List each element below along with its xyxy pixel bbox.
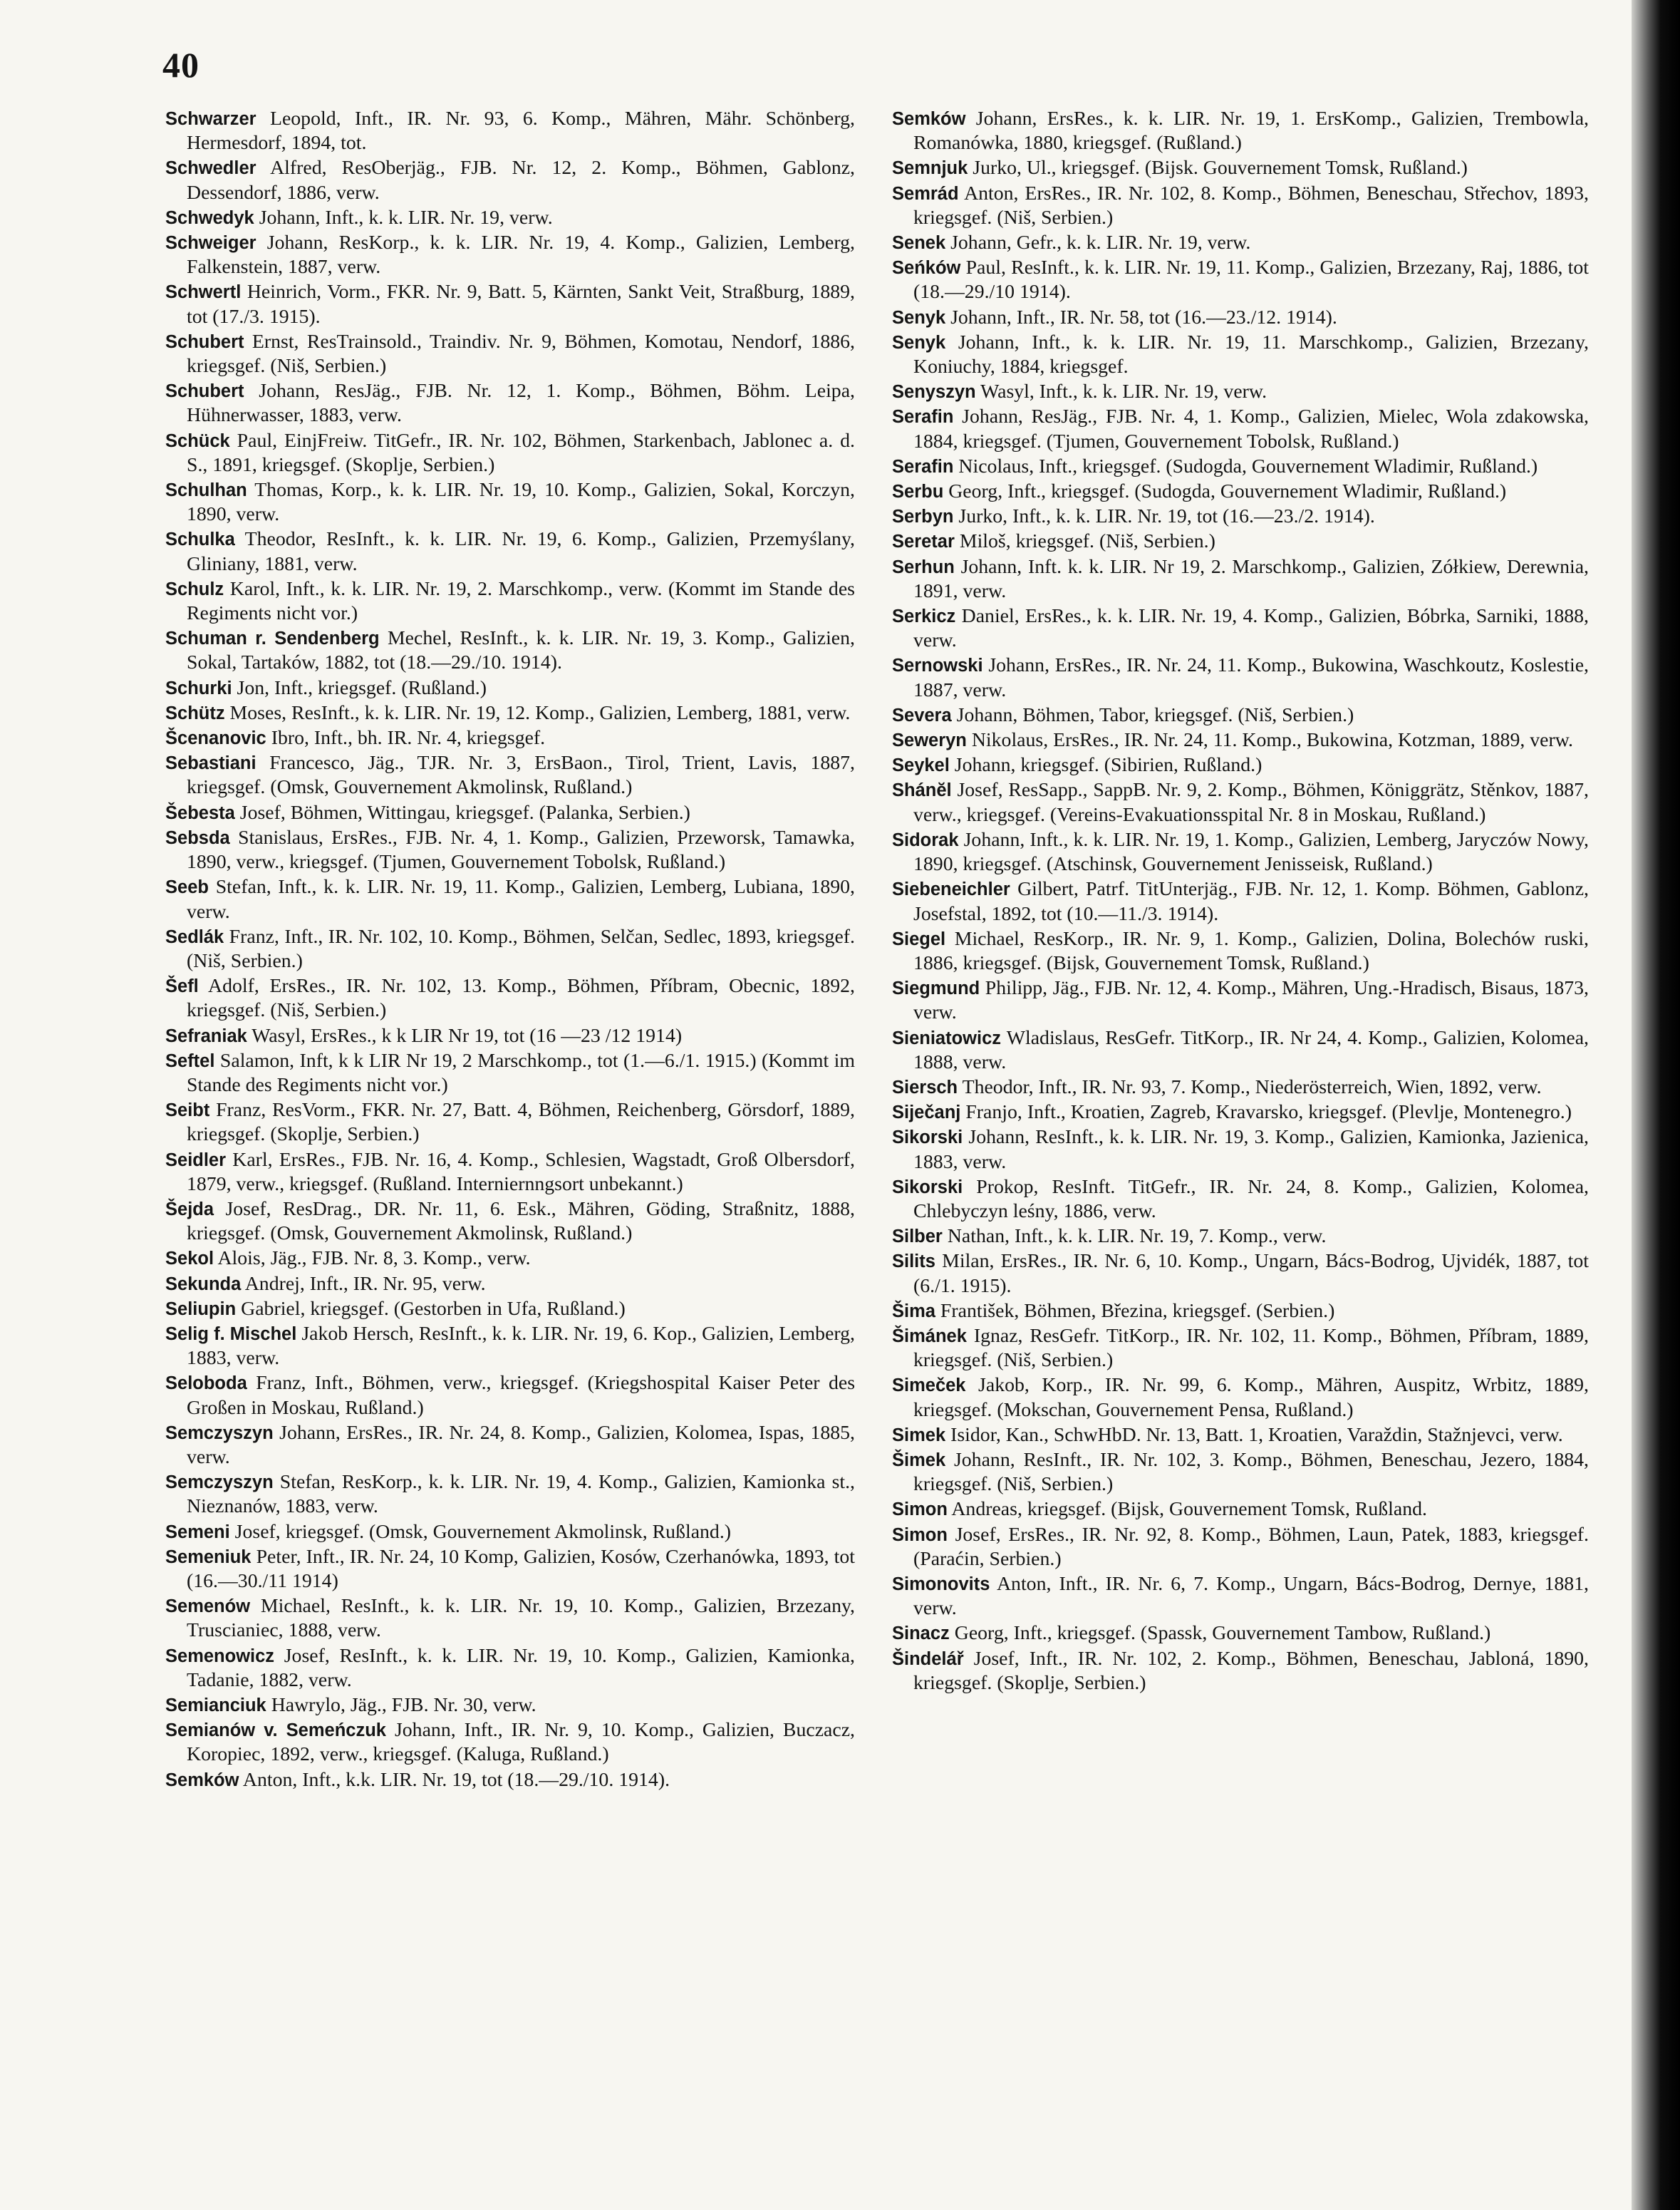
entry-surname: Sebastiani bbox=[165, 753, 256, 774]
register-entry bbox=[165, 1594, 855, 1643]
register-entry bbox=[165, 206, 855, 230]
entry-details: Salamon, Inft, k k LIR Nr 19, 2 Marschkomp., tot (1.—6./1. 1915.) (Kommt im Stande des Regiments nicht vor.) bbox=[187, 1049, 855, 1096]
entry-surname: Seweryn bbox=[892, 730, 967, 751]
entry-surname: Shánĕl bbox=[892, 780, 952, 801]
entry-details: Anton, ErsRes., IR. Nr. 102, 8. Komp., Böhmen, Beneschau, Střechov, 1893, kriegsgef. (Niš, Serbien.) bbox=[913, 182, 1589, 229]
entry-details: Jurko, Ul., kriegsgef. (Bijsk. Gouvernement Tomsk, Rußland.) bbox=[973, 157, 1468, 180]
register-entry bbox=[892, 231, 1589, 255]
register-entry bbox=[165, 676, 855, 701]
entry-details: Leopold, Inft., IR. Nr. 93, 6. Komp., Mähren, Mähr. Schönberg, Hermesdorf, 1894, tot. bbox=[187, 108, 856, 155]
entry-surname: Sedlák bbox=[165, 926, 224, 947]
register-entry bbox=[165, 1421, 855, 1470]
register-entry bbox=[892, 1448, 1589, 1497]
register-entry bbox=[165, 1322, 855, 1370]
register-entry bbox=[165, 231, 855, 279]
entry-details: Ibro, Inft., bh. IR. Nr. 4, kriegsgef. bbox=[271, 727, 546, 750]
entry-details: Jakob Hersch, ResInft., k. k. LIR. Nr. 19, 6. Kop., Galizien, Lemberg, 1883, verw. bbox=[187, 1322, 856, 1370]
entry-details: Johann, Böhmen, Tabor, kriegsgef. (Niš, Serbien.) bbox=[956, 703, 1354, 726]
register-entry bbox=[892, 1075, 1589, 1100]
entry-details: Johann, ResJäg., FJB. Nr. 12, 1. Komp., Böhmen, Böhm. Leipa, Hühnerwasser, 1883, verw. bbox=[187, 380, 855, 427]
entry-details: Karol, Inft., k. k. LIR. Nr. 19, 2. Marschkomp., verw. (Kommt im Stande des Regiments nicht vor.) bbox=[187, 577, 855, 625]
entry-details: Josef, Böhmen, Wittingau, kriegsgef. (Palanka, Serbien.) bbox=[239, 801, 690, 824]
entry-details: Gabriel, kriegsgef. (Gestorben in Ufa, Rußland.) bbox=[241, 1297, 626, 1320]
entry-surname: Schück bbox=[165, 430, 230, 451]
entry-surname: Serbyn bbox=[892, 507, 954, 527]
entry-surname: Senyk bbox=[892, 332, 946, 353]
entry-details: Stefan, ResKorp., k. k. LIR. Nr. 19, 4. Komp., Galizien, Kamionka st., Nieznanów, 1883, verw. bbox=[187, 1471, 856, 1518]
register-entry bbox=[165, 626, 855, 675]
right-column bbox=[892, 107, 1589, 1696]
entry-surname: Simon bbox=[892, 1499, 948, 1520]
register-entry bbox=[892, 1373, 1589, 1422]
register-entry bbox=[165, 875, 855, 924]
entry-details: Stanislaus, ErsRes., FJB. Nr. 4, 1. Komp., Galizien, Przeworsk, Tamawka, 1890, verw., kriegsgef. (Tjumen, Gouvernement Tobolsk, Rußland.) bbox=[187, 826, 855, 874]
entry-surname: Seeb bbox=[165, 877, 209, 898]
entry-surname: Seibt bbox=[165, 1100, 210, 1121]
entry-details: Wladislaus, ResGefr. TitKorp., IR. Nr 24, 4. Komp., Galizien, Kolomea, 1888, verw. bbox=[913, 1026, 1590, 1073]
register-entry bbox=[892, 1224, 1589, 1249]
entry-details: Jakob, Korp., IR. Nr. 99, 6. Komp., Mähren, Auspitz, Wrbitz, 1889, kriegsgef. (Mokschan, Gouvernement Pensa, Rußland.) bbox=[913, 1374, 1589, 1421]
register-entry bbox=[165, 1718, 855, 1767]
register-entry bbox=[892, 107, 1589, 155]
entry-details: Theodor, Inft., IR. Nr. 93, 7. Komp., Niederösterreich, Wien, 1892, verw. bbox=[962, 1075, 1542, 1098]
register-entry bbox=[892, 654, 1589, 702]
register-entry bbox=[892, 1324, 1589, 1373]
entry-surname: Semków bbox=[165, 1770, 239, 1790]
register-entry bbox=[165, 1644, 855, 1693]
register-entry bbox=[892, 703, 1589, 728]
left-column bbox=[165, 107, 855, 1793]
entry-surname: Schweiger bbox=[165, 233, 256, 254]
register-entry bbox=[892, 828, 1589, 877]
entry-details: Prokop, ResInft. TitGefr., IR. Nr. 24, 8. Komp., Galizien, Kolomea, Chlebyczyn leśny, 1886, verw. bbox=[913, 1175, 1589, 1222]
register-entry bbox=[165, 379, 855, 428]
register-entry bbox=[892, 380, 1589, 404]
entry-details: Miloš, kriegsgef. (Niš, Serbien.) bbox=[959, 530, 1215, 553]
entry-details: Milan, ErsRes., IR. Nr. 6, 10. Komp., Ungarn, Bács-Bodrog, Ujvidék, 1887, tot (6./1. 1915). bbox=[913, 1250, 1589, 1297]
entry-details: Anton, Inft., k.k. LIR. Nr. 19, tot (18.—29./10. 1914). bbox=[242, 1768, 670, 1791]
register-entry bbox=[892, 256, 1589, 304]
register-entry bbox=[165, 1470, 855, 1519]
entry-details: Josef, ErsRes., IR. Nr. 92, 8. Komp., Böhmen, Laun, Patek, 1883, kriegsgef. (Paraćin, Serbien.) bbox=[913, 1523, 1589, 1570]
entry-details: Stefan, Inft., k. k. LIR. Nr. 19, 11. Komp., Galizien, Lemberg, Lubiana, 1890, verw. bbox=[187, 876, 855, 923]
entry-surname: Semeniuk bbox=[165, 1547, 252, 1567]
entry-surname: Schwertl bbox=[165, 282, 242, 303]
entry-surname: Sikorski bbox=[892, 1177, 963, 1197]
entry-details: Francesco, Jäg., TJR. Nr. 3, ErsBaon., Tirol, Trient, Lavis, 1887, kriegsgef. (Omsk, Gouvernement Akmolinsk, Rußland.) bbox=[187, 752, 855, 799]
entry-details: Georg, Inft., kriegsgef. (Sudogda, Gouvernement Wladimir, Rußland.) bbox=[948, 480, 1507, 503]
register-entry bbox=[892, 1125, 1589, 1174]
entry-surname: Sidorak bbox=[892, 830, 959, 850]
entry-surname: Silber bbox=[892, 1227, 943, 1247]
register-entry bbox=[892, 753, 1589, 778]
entry-details: Alois, Jäg., FJB. Nr. 8, 3. Komp., verw. bbox=[217, 1247, 531, 1270]
entry-details: Josef, Inft., IR. Nr. 102, 2. Komp., Böhmen, Beneschau, Jabloná, 1890, kriegsgef. (Skoplje, Serbien.) bbox=[913, 1647, 1589, 1694]
entry-surname: Serkicz bbox=[892, 606, 956, 627]
entry-surname: Seliupin bbox=[165, 1298, 237, 1319]
entry-details: Nicolaus, Inft., kriegsgef. (Sudogda, Gouvernement Wladimir, Rußland.) bbox=[958, 455, 1538, 477]
register-entry bbox=[892, 555, 1589, 604]
register-entry bbox=[165, 801, 855, 825]
entry-details: Gilbert, Patrf. TitUnterjäg., FJB. Nr. 12, 1. Komp. Böhmen, Gablonz, Josefstal, 1892, tot (10.—11./3. 1914). bbox=[913, 878, 1589, 925]
entry-details: Isidor, Kan., SchwHbD. Nr. 13, Batt. 1, Kroatien, Varaždin, Stažnjevci, verw. bbox=[950, 1423, 1563, 1446]
register-entry bbox=[165, 1768, 855, 1792]
entry-surname: Siersch bbox=[892, 1077, 958, 1098]
register-entry bbox=[165, 925, 855, 974]
entry-surname: Semianciuk bbox=[165, 1695, 266, 1715]
register-entry bbox=[892, 530, 1589, 554]
entry-surname: Simek bbox=[892, 1425, 946, 1445]
entry-surname: Siječanj bbox=[892, 1103, 961, 1123]
entry-surname: Šimánek bbox=[892, 1326, 967, 1346]
entry-surname: Senek bbox=[892, 233, 946, 254]
entry-details: Johann, ResKorp., k. k. LIR. Nr. 19, 4. Komp., Galizien, Lemberg, Falkenstein, 1887, verw. bbox=[187, 232, 855, 279]
entry-surname: Semczyszyn bbox=[165, 1472, 274, 1493]
register-entry bbox=[892, 927, 1589, 976]
entry-details: Josef, ResDrag., DR. Nr. 11, 6. Esk., Mähren, Göding, Straßnitz, 1888, kriegsgef. (Omsk, Gouvernement Akmolinsk, Rußland.) bbox=[187, 1197, 856, 1245]
register-entry bbox=[892, 1647, 1589, 1695]
register-entry bbox=[892, 505, 1589, 529]
entry-details: Georg, Inft., kriegsgef. (Spassk, Gouvernement Tambow, Rußland.) bbox=[954, 1622, 1491, 1645]
entry-surname: Šcenanovic bbox=[165, 728, 266, 749]
entry-details: Johann, Inft., k. k. LIR. Nr. 19, 11. Marschkomp., Galizien, Brzezany, Koniuchy, 1884, kriegsgef. bbox=[913, 331, 1589, 378]
entry-details: Johann, Inft., k. k. LIR. Nr. 19, 1. Komp., Galizien, Lemberg, Jaryczów Nowy, 1890, kriegsgef. (Atschinsk, Gouvernement Jenisseisk, Rußland.) bbox=[913, 828, 1590, 876]
entry-details: Alfred, ResOberjäg., FJB. Nr. 12, 2. Komp., Böhmen, Gablonz, Dessendorf, 1886, verw. bbox=[187, 157, 856, 204]
register-entry bbox=[892, 1523, 1589, 1571]
entry-surname: Sieniatowicz bbox=[892, 1028, 1002, 1048]
entry-surname: Sernowski bbox=[892, 656, 983, 676]
register-entry bbox=[165, 1371, 855, 1420]
register-entry bbox=[892, 1100, 1589, 1125]
entry-details: Nikolaus, ErsRes., IR. Nr. 24, 11. Komp., Bukowina, Kotzman, 1889, verw. bbox=[971, 729, 1573, 752]
entry-surname: Šima bbox=[892, 1301, 935, 1321]
entry-surname: Siebeneichler bbox=[892, 879, 1010, 900]
entry-details: Mechel, ResInft., k. k. LIR. Nr. 19, 3. Komp., Galizien, Sokal, Tartaków, 1882, tot (18.—29./10. 1914). bbox=[187, 627, 855, 674]
entry-surname: Šindelář bbox=[892, 1648, 964, 1669]
register-entry bbox=[892, 480, 1589, 504]
entry-details: Johann, ResJäg., FJB. Nr. 4, 1. Komp., Galizien, Mielec, Wola zdakowska, 1884, kriegsgef. (Tjumen, Gouvernement Tobolsk, Rußland.) bbox=[913, 406, 1590, 453]
entry-surname: Šejda bbox=[165, 1199, 214, 1219]
entry-details: Josef, ResSapp., SappB. Nr. 9, 2. Komp., Böhmen, Königgrätz, Stěnkov, 1887, verw., kriegsgef. (Vereins-Evakuationsspital Nr. 8 in Moskau, Rußland.) bbox=[913, 779, 1589, 826]
register-entry bbox=[165, 1272, 855, 1296]
entry-surname: Semianów v. Semeńczuk bbox=[165, 1720, 386, 1741]
register-entry bbox=[892, 1621, 1589, 1646]
entry-details: Josef, kriegsgef. (Omsk, Gouvernement Akmolinsk, Rußland.) bbox=[234, 1520, 732, 1543]
entry-details: Franz, Inft., Böhmen, verw., kriegsgef. (Kriegshospital Kaiser Peter des Großen in Moskau, Rußland.) bbox=[187, 1372, 856, 1419]
entry-surname: Simonovits bbox=[892, 1574, 990, 1594]
entry-details: Wasyl, Inft., k. k. LIR. Nr. 19, verw. bbox=[980, 381, 1267, 403]
entry-surname: Semenowicz bbox=[165, 1646, 275, 1666]
register-entry bbox=[165, 826, 855, 874]
entry-surname: Simeček bbox=[892, 1375, 966, 1396]
entry-surname: Senyszyn bbox=[892, 382, 976, 403]
register-entry bbox=[165, 1520, 855, 1544]
register-entry bbox=[165, 974, 855, 1023]
register-entry bbox=[165, 1693, 855, 1718]
entry-surname: Sefraniak bbox=[165, 1026, 247, 1046]
entry-details: Wasyl, ErsRes., k k LIR Nr 19, tot (16 —23 /12 1914) bbox=[252, 1024, 683, 1047]
register-entry bbox=[892, 1423, 1589, 1447]
entry-surname: Sekol bbox=[165, 1249, 214, 1269]
register-entry bbox=[892, 976, 1589, 1025]
entry-details: Franz, ResVorm., FKR. Nr. 27, Batt. 4, Böhmen, Reichenberg, Görsdorf, 1889, kriegsgef. (Skoplje, Serbien.) bbox=[187, 1099, 855, 1146]
register-entry bbox=[892, 182, 1589, 230]
entry-details: Paul, ResInft., k. k. LIR. Nr. 19, 11. Komp., Galizien, Brzezany, Raj, 1886, tot (18.—29./10 1914). bbox=[913, 257, 1589, 304]
register-entry bbox=[892, 877, 1589, 926]
register-entry bbox=[892, 604, 1589, 653]
entry-surname: Silits bbox=[892, 1251, 935, 1272]
entry-details: Johann, ErsRes., k. k. LIR. Nr. 19, 1. ErsKomp., Galizien, Trembowla, Romanówka, 1880, kriegsgef. (Rußland.) bbox=[913, 108, 1590, 155]
entry-details: Jon, Inft., kriegsgef. (Rußland.) bbox=[237, 676, 487, 699]
entry-surname: Schwedyk bbox=[165, 207, 254, 228]
register-entry bbox=[165, 1098, 855, 1147]
entry-details: Adolf, ErsRes., IR. Nr. 102, 13. Komp., Böhmen, Příbram, Obecnic, 1892, kriegsgef. (Niš, Serbien.) bbox=[187, 975, 855, 1022]
entry-surname: Serbu bbox=[892, 482, 944, 502]
entry-details: Franz, Inft., IR. Nr. 102, 10. Komp., Böhmen, Selčan, Sedlec, 1893, kriegsgef. (Niš, Serbien.) bbox=[187, 925, 856, 972]
entry-surname: Seidler bbox=[165, 1150, 227, 1170]
entry-details: Josef, ResInft., k. k. LIR. Nr. 19, 10. Komp., Galizien, Kamionka, Tadanie, 1882, verw. bbox=[187, 1644, 855, 1691]
entry-details: Johann, ResInft., IR. Nr. 102, 3. Komp., Böhmen, Beneschau, Jezero, 1884, kriegsgef. (Niš, Serbien.) bbox=[913, 1448, 1589, 1496]
register-entry bbox=[892, 1026, 1589, 1075]
entry-details: Johann, ErsRes., IR. Nr. 24, 8. Komp., Galizien, Kolomea, Ispas, 1885, verw. bbox=[187, 1421, 855, 1468]
register-entry bbox=[165, 577, 855, 626]
entry-details: Johann, ErsRes., IR. Nr. 24, 11. Komp., Bukowina, Waschkoutz, Koslestie, 1887, verw. bbox=[913, 654, 1590, 701]
entry-details: Michael, ResKorp., IR. Nr. 9, 1. Komp., Galizien, Dolina, Bolechów ruski, 1886, kriegsgef. (Bijsk, Gouvernement Tomsk, Rußland.) bbox=[913, 927, 1589, 974]
entry-surname: Schulka bbox=[165, 530, 235, 550]
entry-details: Andrej, Inft., IR. Nr. 95, verw. bbox=[244, 1272, 486, 1295]
entry-surname: Sinacz bbox=[892, 1623, 950, 1644]
entry-details: Hawrylo, Jäg., FJB. Nr. 30, verw. bbox=[271, 1694, 536, 1716]
register-entry bbox=[165, 1024, 855, 1048]
entry-surname: Serhun bbox=[892, 557, 955, 577]
register-entry bbox=[165, 1049, 855, 1098]
entry-surname: Semków bbox=[892, 109, 966, 129]
entry-details: Karl, ErsRes., FJB. Nr. 16, 4. Komp., Schlesien, Wagstadt, Groß Olbersdorf, 1879, verw., kriegsgef. (Rußland. Interniernngsort unbekannt.) bbox=[187, 1148, 855, 1195]
register-entry bbox=[165, 429, 855, 477]
entry-surname: Semnjuk bbox=[892, 158, 968, 179]
entry-surname: Seftel bbox=[165, 1050, 215, 1071]
register-entry bbox=[892, 1572, 1589, 1621]
entry-details: Daniel, ErsRes., k. k. LIR. Nr. 19, 4. Komp., Galizien, Bóbrka, Sarniki, 1888, verw. bbox=[913, 605, 1589, 652]
entry-surname: Sebsda bbox=[165, 827, 230, 848]
entry-surname: Sikorski bbox=[892, 1127, 963, 1148]
entry-surname: Schütz bbox=[165, 703, 225, 723]
entry-details: Johann, ResInft., k. k. LIR. Nr. 19, 3. Komp., Galizien, Kamionka, Jazienica, 1883, verw. bbox=[913, 1126, 1589, 1173]
entry-surname: Šefl bbox=[165, 976, 199, 997]
register-entry bbox=[165, 1246, 855, 1271]
entry-surname: Sekunda bbox=[165, 1274, 242, 1294]
entry-details: Johann, Inft. k. k. LIR. Nr 19, 2. Marschkomp., Galizien, Zółkiew, Derewnia, 1891, verw. bbox=[913, 555, 1589, 602]
entry-details: Philipp, Jäg., FJB. Nr. 12, 4. Komp., Mähren, Ung.-Hradisch, Bisaus, 1873, verw. bbox=[913, 977, 1589, 1024]
entry-details: Johann, Inft., k. k. LIR. Nr. 19, verw. bbox=[259, 206, 553, 229]
register-entry bbox=[165, 478, 855, 527]
entry-surname: Severa bbox=[892, 705, 952, 726]
entry-surname: Seloboda bbox=[165, 1373, 247, 1394]
entry-details: Michael, ResInft., k. k. LIR. Nr. 19, 10. Komp., Galizien, Brzezany, Truscianiec, 1888, verw. bbox=[187, 1595, 856, 1642]
register-entry bbox=[165, 330, 855, 378]
register-entry bbox=[892, 331, 1589, 379]
register-entry bbox=[892, 156, 1589, 180]
entry-details: Theodor, ResInft., k. k. LIR. Nr. 19, 6. Komp., Galizien, Przemyślany, Gliniany, 1881, verw. bbox=[187, 528, 855, 575]
entry-surname: Siegel bbox=[892, 929, 946, 949]
entry-details: František, Böhmen, Březina, kriegsgef. (Serbien.) bbox=[940, 1299, 1335, 1322]
scan-edge-shadow bbox=[1632, 0, 1680, 2210]
entry-details: Andreas, kriegsgef. (Bijsk, Gouvernement Tomsk, Rußland. bbox=[951, 1498, 1427, 1521]
entry-details: Heinrich, Vorm., FKR. Nr. 9, Batt. 5, Kärnten, Sankt Veit, Straßburg, 1889, tot (17./3. 1915). bbox=[187, 281, 856, 328]
entry-surname: Schubert bbox=[165, 331, 244, 352]
entry-surname: Siegmund bbox=[892, 979, 980, 999]
register-entry bbox=[165, 1148, 855, 1197]
register-entry bbox=[165, 751, 855, 800]
entry-surname: Schubert bbox=[165, 381, 244, 402]
register-entry bbox=[165, 107, 855, 155]
entry-surname: Schuman r. Sendenberg bbox=[165, 629, 380, 649]
entry-details: Paul, EinjFreiw. TitGefr., IR. Nr. 102, Böhmen, Starkenbach, Jablonec a. d. S., 1891, kriegsgef. (Skoplje, Serbien.) bbox=[187, 429, 855, 476]
register-entry bbox=[165, 701, 855, 726]
register-entry bbox=[165, 156, 855, 205]
entry-details: Franjo, Inft., Kroatien, Zagreb, Kravarsko, kriegsgef. (Plevlje, Montenegro.) bbox=[965, 1101, 1572, 1124]
entry-details: Johann, kriegsgef. (Sibirien, Rußland.) bbox=[954, 754, 1262, 777]
entry-surname: Serafin bbox=[892, 456, 954, 477]
entry-surname: Schulhan bbox=[165, 480, 247, 501]
entry-surname: Seykel bbox=[892, 755, 950, 776]
entry-details: Johann, Inft., IR. Nr. 9, 10. Komp., Galizien, Buczacz, Koropiec, 1892, verw., kriegsgef. (Kaluga, Rußland.) bbox=[187, 1719, 856, 1766]
register-entry bbox=[892, 1175, 1589, 1224]
register-entry bbox=[892, 405, 1589, 453]
register-entry bbox=[165, 1297, 855, 1321]
entry-surname: Šimek bbox=[892, 1450, 946, 1470]
entry-details: Jurko, Inft., k. k. LIR. Nr. 19, tot (16.—23./2. 1914). bbox=[958, 505, 1375, 528]
register-entry bbox=[892, 778, 1589, 827]
entry-surname: Semrád bbox=[892, 183, 959, 204]
register-entry bbox=[892, 1249, 1589, 1298]
entry-details: Anton, Inft., IR. Nr. 6, 7. Komp., Ungarn, Bács-Bodrog, Dernye, 1881, verw. bbox=[913, 1572, 1589, 1620]
entry-surname: Seretar bbox=[892, 532, 955, 552]
register-entry bbox=[165, 1545, 855, 1594]
entry-surname: Semenów bbox=[165, 1596, 251, 1617]
entry-surname: Schulz bbox=[165, 579, 224, 599]
entry-surname: Schurki bbox=[165, 678, 232, 698]
entry-details: Peter, Inft., IR. Nr. 24, 10 Komp, Galizien, Kosów, Czerhanówka, 1893, tot (16.—30./11 1914) bbox=[187, 1545, 856, 1592]
register-entry bbox=[892, 1299, 1589, 1323]
entry-surname: Simon bbox=[892, 1524, 948, 1545]
entry-surname: Schwarzer bbox=[165, 109, 256, 129]
register-entry bbox=[892, 728, 1589, 753]
entry-details: Nathan, Inft., k. k. LIR. Nr. 19, 7. Komp., verw. bbox=[947, 1225, 1327, 1248]
register-entry bbox=[165, 527, 855, 576]
entry-surname: Selig f. Mischel bbox=[165, 1323, 297, 1344]
entry-surname: Schwedler bbox=[165, 158, 256, 179]
entry-surname: Serafin bbox=[892, 407, 954, 428]
register-entry bbox=[165, 280, 855, 329]
entry-details: Ernst, ResTrainsold., Traindiv. Nr. 9, Böhmen, Komotau, Nendorf, 1886, kriegsgef. (Niš, Serbien.) bbox=[187, 330, 855, 378]
entry-surname: Semczyszyn bbox=[165, 1422, 274, 1443]
entry-details: Ignaz, ResGefr. TitKorp., IR. Nr. 102, 11. Komp., Böhmen, Příbram, 1889, kriegsgef. (Niš, Serbien.) bbox=[913, 1324, 1590, 1372]
entry-details: Thomas, Korp., k. k. LIR. Nr. 19, 10. Komp., Galizien, Sokal, Korczyn, 1890, verw. bbox=[187, 479, 855, 526]
entry-details: Johann, Inft., IR. Nr. 58, tot (16.—23./12. 1914). bbox=[950, 306, 1337, 329]
entry-surname: Semeni bbox=[165, 1522, 230, 1542]
entry-details: Moses, ResInft., k. k. LIR. Nr. 19, 12. Komp., Galizien, Lemberg, 1881, verw. bbox=[229, 701, 851, 724]
entry-surname: Šebesta bbox=[165, 802, 235, 823]
register-entry bbox=[892, 1497, 1589, 1522]
register-entry bbox=[165, 1197, 855, 1246]
register-entry bbox=[892, 306, 1589, 330]
column-gutter bbox=[872, 107, 873, 2102]
page-number: 40 bbox=[162, 45, 199, 85]
register-entry bbox=[165, 726, 855, 750]
entry-surname: Senyk bbox=[892, 307, 946, 328]
entry-surname: Seńków bbox=[892, 258, 961, 279]
entry-details: Johann, Gefr., k. k. LIR. Nr. 19, verw. bbox=[950, 232, 1251, 254]
register-entry bbox=[892, 455, 1589, 479]
